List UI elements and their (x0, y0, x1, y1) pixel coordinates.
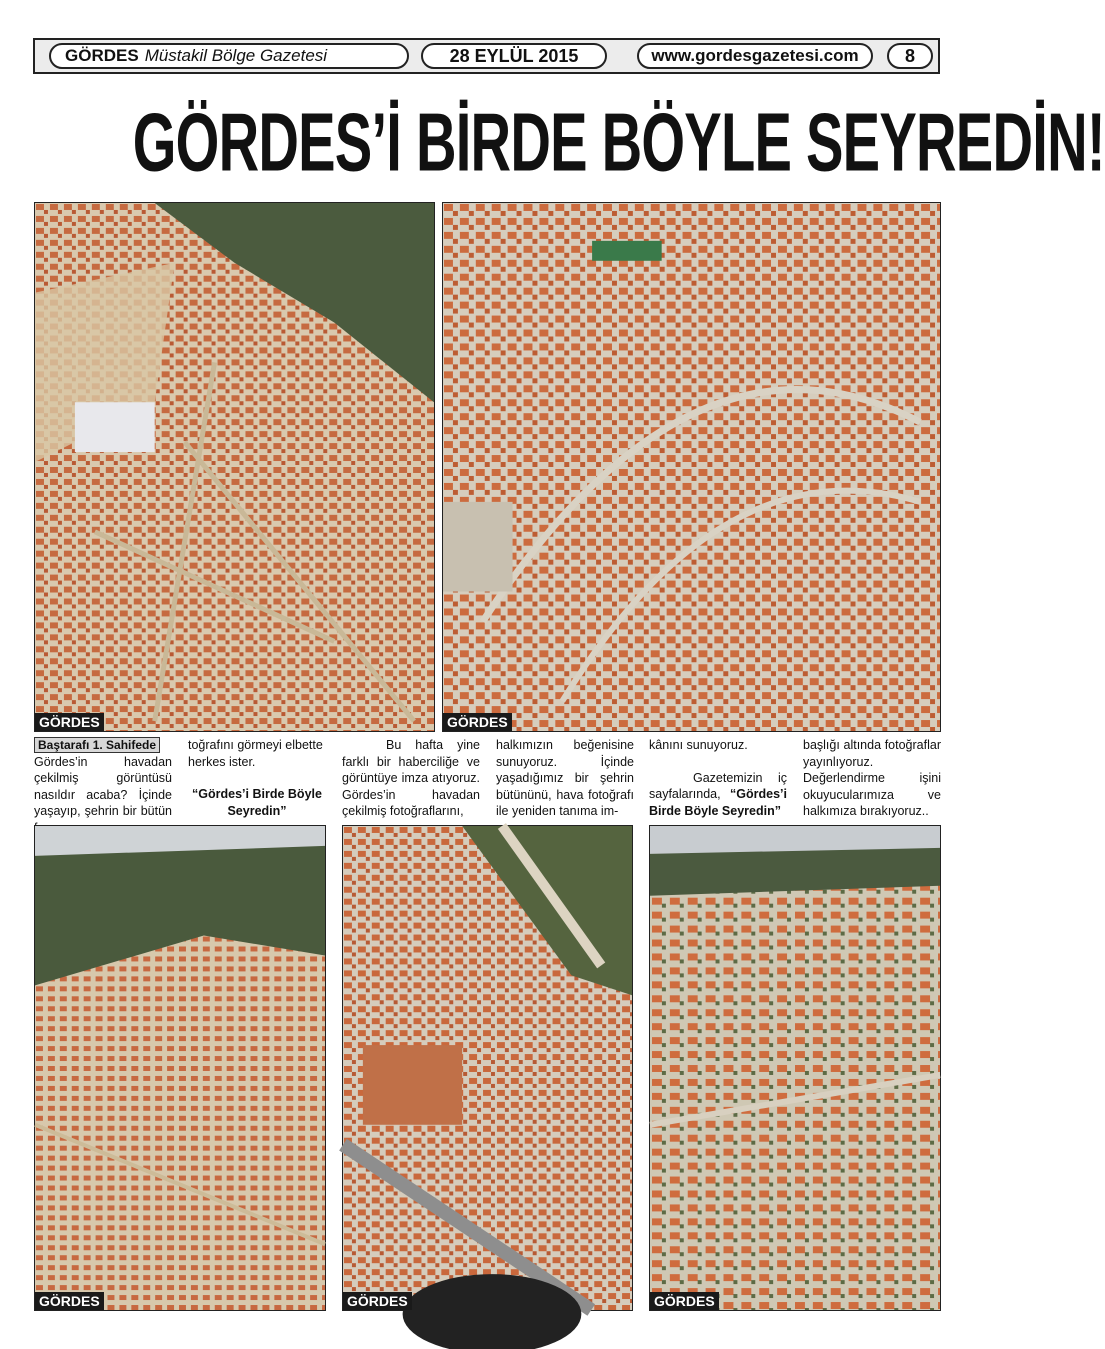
continued-from-label: Baştarafı 1. Sahifede (34, 737, 160, 753)
paper-name-pill (49, 43, 409, 69)
issue-date: 28 EYLÜL 2015 (421, 43, 607, 69)
page-number: 8 (887, 43, 933, 69)
photo-label: GÖRDES (650, 1292, 719, 1310)
aerial-photo-1 (34, 202, 435, 732)
paper-name: GÖRDES (65, 46, 139, 65)
article-column-3 (342, 737, 480, 820)
article-column-1 (34, 737, 172, 836)
article-column-2 (188, 737, 326, 819)
article-text: başlığı altında fotoğraflar yayınlıyoruz. Değerlendirme işini okuyucularımıza ve halkımıza bırakıyoruz.. (803, 738, 941, 818)
aerial-town-photo-icon (443, 203, 940, 731)
masthead-bar (33, 38, 940, 74)
aerial-town-photo-icon (343, 826, 632, 1310)
article-column-5 (649, 737, 787, 819)
aerial-town-photo-icon (35, 826, 325, 1310)
article-column-6 (803, 737, 941, 820)
article-text: kânını sunuyoruz. (649, 738, 748, 752)
website-link[interactable]: www.gordesgazetesi.com (637, 43, 873, 69)
photo-label: GÖRDES (35, 713, 104, 731)
article-text: Bu hafta yine farklı bir haberciliğe ve görüntüye imza atıyoruz. Gördes’in havadan çekilmiş fotoğraflarını, (342, 738, 480, 818)
photo-label: GÖRDES (35, 1292, 104, 1310)
article-text: halkımızın beğenisine sunuyoruz. İçinde yaşadığımız bir şehrin bütününü, hava fotoğrafı ile yeniden tanıma im- (496, 738, 634, 818)
article-column-4 (496, 737, 634, 820)
article-text (649, 770, 787, 820)
aerial-photo-3 (34, 825, 326, 1311)
inline-heading: “Gördes’i Birde Böyle Seyredin” (192, 787, 322, 818)
photo-label: GÖRDES (443, 713, 512, 731)
article-text-part: Gazetemizin iç sayfalarında, (649, 770, 787, 801)
aerial-photo-5 (649, 825, 941, 1311)
article-text: toğrafını görmeyi elbette herkes ister. (188, 738, 323, 769)
photo-label: GÖRDES (343, 1292, 412, 1310)
aerial-town-photo-icon (35, 203, 434, 731)
headline: GÖRDES’İ BİRDE BÖYLE SEYREDİN! (132, 97, 1105, 189)
aerial-photo-4 (342, 825, 633, 1311)
inline-heading: “Gördes’i Birde Böyle Seyredin” (649, 787, 787, 818)
article-text: Gördes’in havadan çekilmiş görüntüsü nasıldır acaba? İçinde yaşayıp, şehrin bir bütün (34, 754, 172, 818)
paper-subtitle: Müstakil Bölge Gazetesi (144, 46, 328, 65)
aerial-town-photo-icon (650, 826, 940, 1310)
aerial-photo-2 (442, 202, 941, 732)
